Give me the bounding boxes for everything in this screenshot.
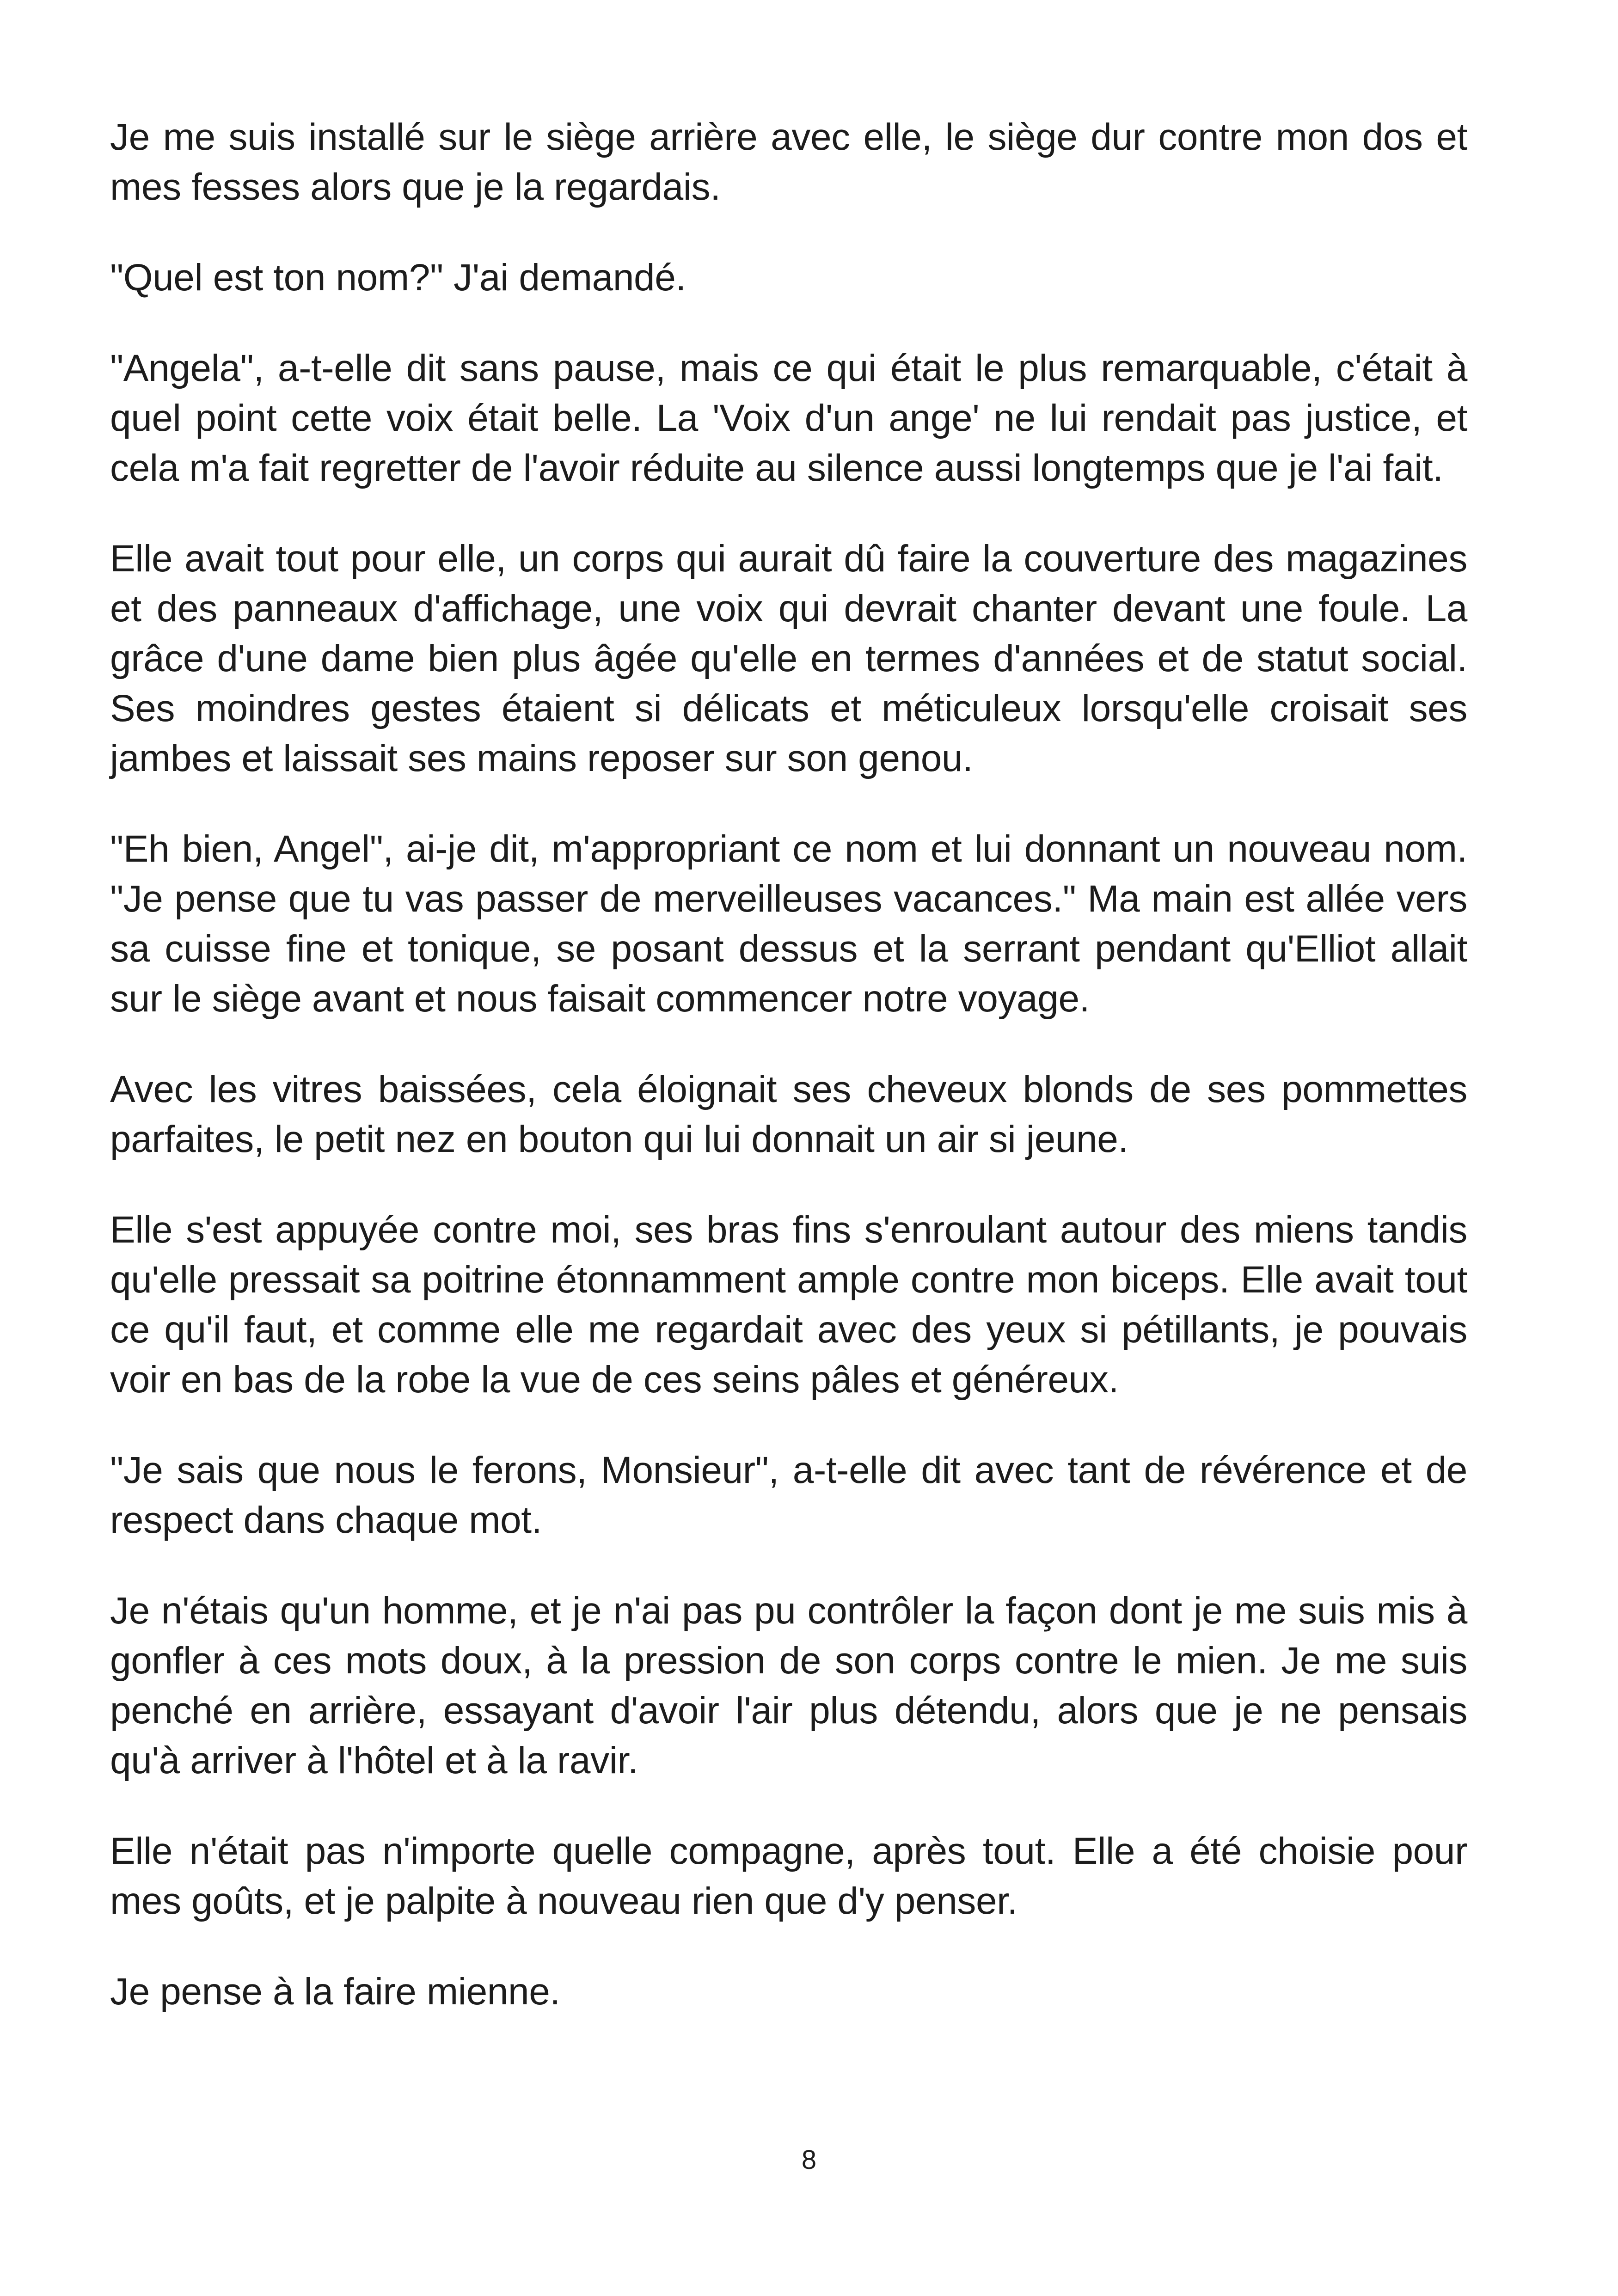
paragraph: Je pense à la faire mienne.: [110, 1971, 560, 2013]
paragraph: Elle s'est appuyée contre moi, ses bras fins s'enroulant autour des miens tandis qu'elle pressait sa poitrine étonnamment ample contre mon biceps. Elle avait tout ce qu'il faut, et comme elle me regardait avec des yeux si pétillants, je pouvais voir en bas de la robe la vue de ces seins pâles et généreux.: [110, 1209, 1467, 1401]
paragraph: "Quel est ton nom?" J'ai demandé.: [110, 257, 686, 299]
paragraph: Je me suis installé sur le siège arrière avec elle, le siège dur contre mon dos et mes fesses alors que je la regardais.: [110, 116, 1467, 208]
paragraph: Elle n'était pas n'importe quelle compagne, après tout. Elle a été choisie pour mes goûts, et je palpite à nouveau rien que d'y penser.: [110, 1830, 1467, 1922]
paragraph: "Eh bien, Angel", ai-je dit, m'appropriant ce nom et lui donnant un nouveau nom. "Je pense que tu vas passer de merveilleuses vacances." Ma main est allée vers sa cuisse fine et tonique, se posant dessus et la serrant pendant qu'Elliot allait sur le siège avant et nous faisait commencer notre voyage.: [110, 828, 1467, 1020]
body-text: [110, 112, 1467, 2017]
page-number: 8: [801, 2145, 817, 2175]
paragraph: Avec les vitres baissées, cela éloignait ses cheveux blonds de ses pommettes parfaites, le petit nez en bouton qui lui donnait un air si jeune.: [110, 1068, 1467, 1160]
paragraph: "Angela", a-t-elle dit sans pause, mais ce qui était le plus remarquable, c'était à quel point cette voix était belle. La 'Voix d'un ange' ne lui rendait pas justice, et cela m'a fait regretter de l'avoir réduite au silence aussi longtemps que je l'ai fait.: [110, 347, 1467, 489]
paragraph: "Je sais que nous le ferons, Monsieur", a-t-elle dit avec tant de révérence et de respect dans chaque mot.: [110, 1449, 1467, 1541]
paragraph: Je n'étais qu'un homme, et je n'ai pas pu contrôler la façon dont je me suis mis à gonfler à ces mots doux, à la pression de son corps contre le mien. Je me suis penché en arrière, essayant d'avoir l'air plus détendu, alors que je ne pensais qu'à arriver à l'hôtel et à la ravir.: [110, 1590, 1467, 1782]
paragraph: Elle avait tout pour elle, un corps qui aurait dû faire la couverture des magazines et des panneaux d'affichage, une voix qui devrait chanter devant une foule. La grâce d'une dame bien plus âgée qu'elle en termes d'années et de statut social. Ses moindres gestes étaient si délicats et méticuleux lorsqu'elle croisait ses jambes et laissait ses mains reposer sur son genou.: [110, 538, 1467, 779]
